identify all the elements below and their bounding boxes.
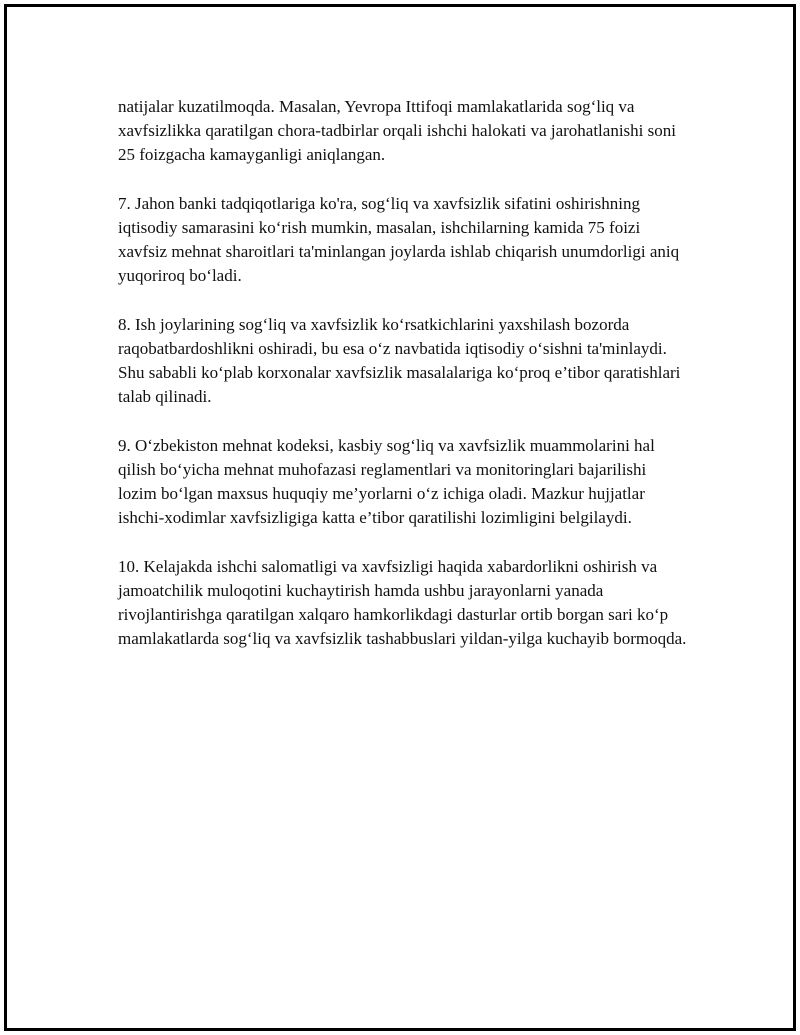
paragraph-10: 10. Kelajakda ishchi salomatligi va xavfsizligi haqida xabardorlikni oshirish va jamoatchilik muloqotini kuchaytirish hamda ushbu jarayonlarni yanada rivojlantirishga qaratilgan xalqaro hamkorlikdagi dasturlar ortib borgan sari ko‘p mamlakatlarda sog‘liq va xavfsizlik tashabbuslari yildan-yilga kuchayib bormoqda. <box>118 556 687 649</box>
paragraph-8: 8. Ish joylarining sog‘liq va xavfsizlik ko‘rsatkichlarini yaxshilash bozorda raqobatbardoshlikni oshiradi, bu esa o‘z navbatida iqtisodiy o‘sishni ta'minlaydi. Shu sababli ko‘plab korxonalar xavfsizlik masalalariga ko‘proq e’tibor qaratishlari talab qilinadi. <box>118 314 681 407</box>
paragraph-9: 9. O‘zbekiston mehnat kodeksi, kasbiy sog‘liq va xavfsizlik muammolarini hal qilish bo‘yicha mehnat muhofazasi reglamentlari va monitoringlari bajarilishi lozim bo‘lgan maxsus huquqiy me’yorlarni o‘z ichiga oladi. Mazkur hujjatlar ishchi-xodimlar xavfsizligiga katta e’tibor qaratilishi lozimligini belgilaydi. <box>118 435 655 528</box>
paragraph-7: 7. Jahon banki tadqiqotlariga ko'ra, sog‘liq va xavfsizlik sifatini oshirishning iqtisodiy samarasini ko‘rish mumkin, masalan, ishchilarning kamida 75 foizi xavfsiz mehnat sharoitlari ta'minlangan joylarda ishlab chiqarish unumdorligi aniq yuqoriroq bo‘ladi. <box>118 193 680 286</box>
document-body <box>118 95 688 676</box>
paragraph-continuation: natijalar kuzatilmoqda. Masalan, Yevropa Ittifoqi mamlakatlarida sog‘liq va xavfsizlikka qaratilgan chora-tadbirlar orqali ishchi halokati va jarohatlanishi soni 25 foizgacha kamayganligi aniqlangan. <box>118 97 676 165</box>
